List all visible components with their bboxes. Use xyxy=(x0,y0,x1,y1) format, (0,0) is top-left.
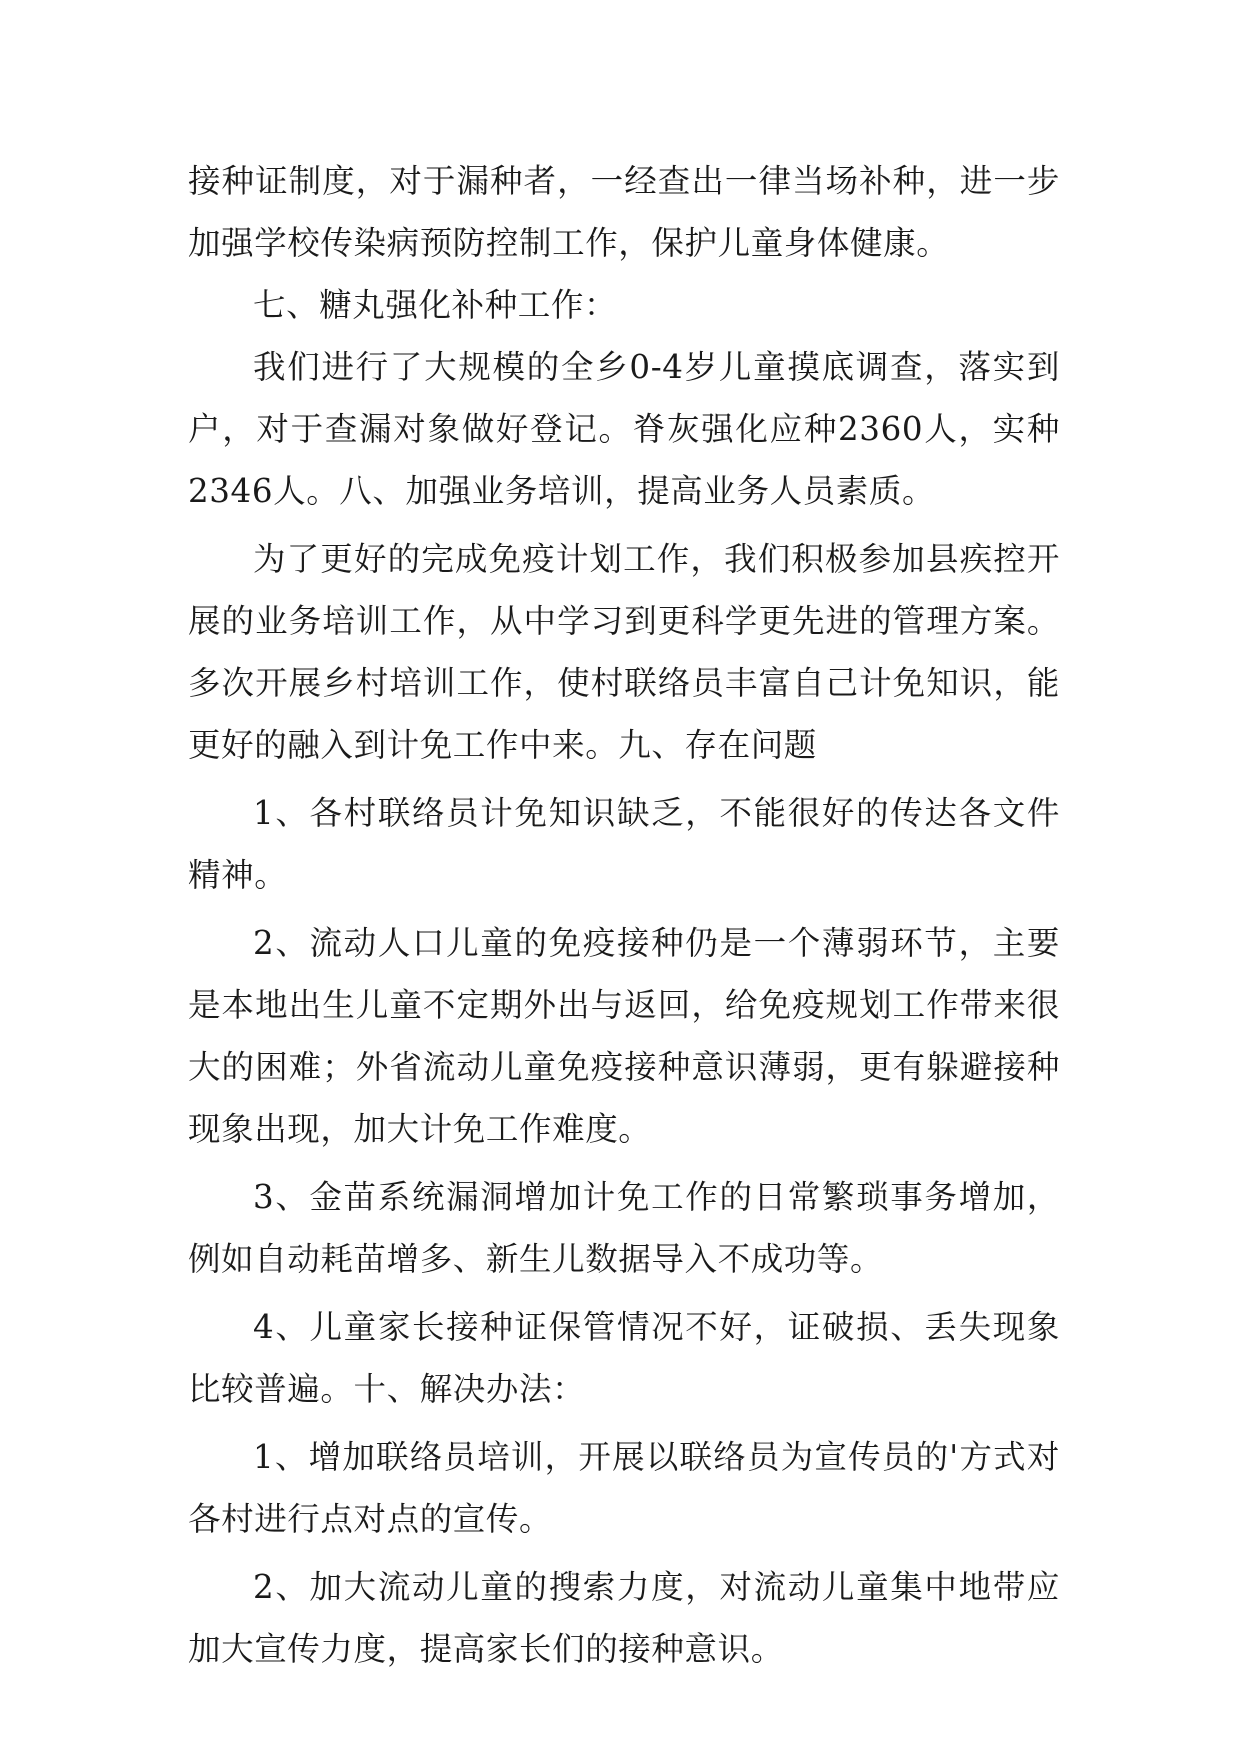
problem-item-2: 2、流动人口儿童的免疫接种仍是一个薄弱环节，主要是本地出生儿童不定期外出与返回，给免疫规划工作带来很大的困难；外省流动儿童免疫接种意识薄弱，更有躲避接种现象出现，加大计免工作难度。 xyxy=(188,924,1060,1148)
solution-item-2: 2、加大流动儿童的搜索力度，对流动儿童集中地带应加大宣传力度，提高家长们的接种意识。 xyxy=(188,1568,1060,1668)
paragraph-continuation: 接种证制度，对于漏种者，一经查出一律当场补种，进一步加强学校传染病预防控制工作，保护儿童身体健康。 xyxy=(188,162,1060,262)
paragraph-training: 为了更好的完成免疫计划工作，我们积极参加县疾控开展的业务培训工作，从中学习到更科学更先进的管理方案。多次开展乡村培训工作，使村联络员丰富自己计免知识，能更好的融入到计免工作中来。九、存在问题 xyxy=(188,540,1060,764)
section-heading-7: 七、糖丸强化补种工作： xyxy=(253,286,618,324)
paragraph-polio-campaign: 我们进行了大规模的全乡0-4岁儿童摸底调查，落实到户，对于查漏对象做好登记。脊灰强化应种2360人，实种2346人。八、加强业务培训，提高业务人员素质。 xyxy=(188,348,1060,510)
document-body xyxy=(188,150,1060,1680)
problem-item-4: 4、儿童家长接种证保管情况不好，证破损、丢失现象比较普遍。十、解决办法： xyxy=(188,1308,1060,1408)
problem-item-3: 3、金苗系统漏洞增加计免工作的日常繁琐事务增加，例如自动耗苗增多、新生儿数据导入不成功等。 xyxy=(188,1178,1060,1278)
solution-item-1: 1、增加联络员培训，开展以联络员为宣传员的'方式对各村进行点对点的宣传。 xyxy=(188,1438,1060,1538)
problem-item-1: 1、各村联络员计免知识缺乏，不能很好的传达各文件精神。 xyxy=(188,794,1060,894)
